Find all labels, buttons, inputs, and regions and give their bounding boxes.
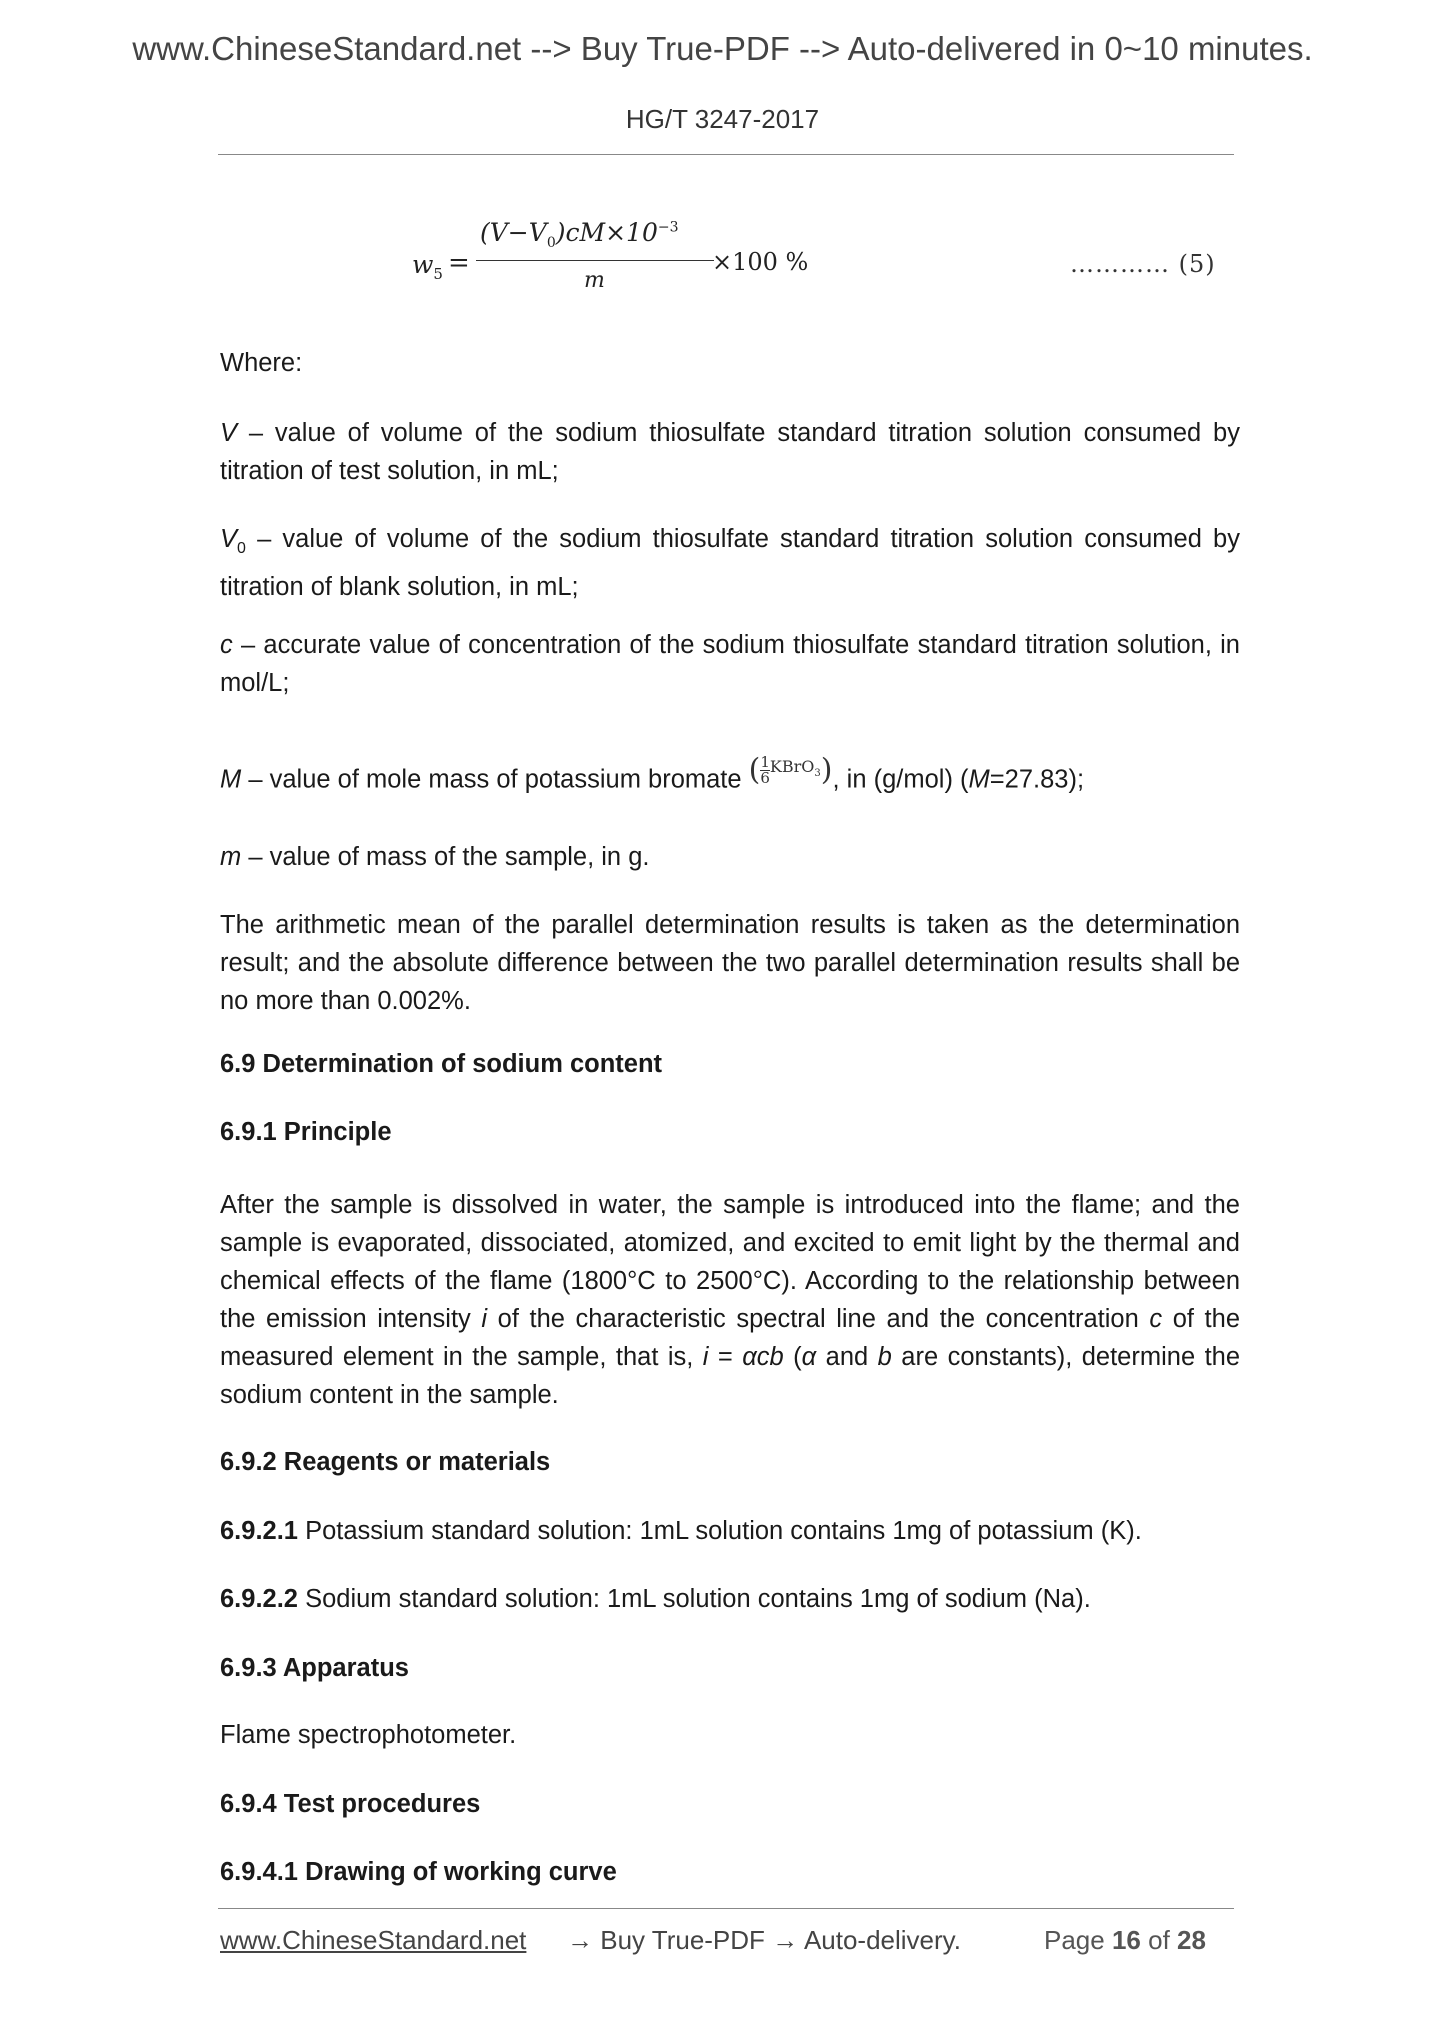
definition-molar-mass: M – value of mole mass of potassium bromate ( $\frac{1}{6}$ KBrO$_3$), in (g/mol) (M=27.83); [220, 758, 1240, 803]
site-banner: www.ChineseStandard.net --> Buy True-PDF --> Auto-delivered in 0~10 minutes. [132, 30, 1313, 67]
definition-m: m – value of mass of the sample, in g. [220, 843, 650, 871]
formula-lhs: $w_5$ [412, 250, 443, 283]
header-rule [218, 154, 1234, 155]
fraction-bar [476, 260, 714, 261]
formula-number: ………… (5) [1070, 250, 1216, 278]
formula-5 [400, 218, 840, 298]
kbro3-fraction: ( $\frac{1}{6}$ KBrO$_3$) [748, 752, 833, 788]
formula-equals: = [448, 248, 470, 278]
heading-6-9-1: 6.9.1 Principle [220, 1118, 392, 1146]
formula-numerator: $(V-V_0)cM\times 10^{-3}$ [480, 218, 679, 251]
formula-denominator: m [584, 268, 605, 293]
heading-6-9-3: 6.9.3 Apparatus [220, 1654, 409, 1682]
apparatus-text: Flame spectrophotometer. [220, 1721, 517, 1749]
arithmetic-mean-paragraph: The arithmetic mean of the parallel determination results is taken as the determination result; and the absolute difference between the two parallel determination results shall be no more than 0.002%. [220, 911, 1240, 1015]
footer-rule [218, 1908, 1234, 1909]
footer-site-link[interactable]: www.ChineseStandard.net [220, 1925, 527, 1955]
document-id: HG/T 3247-2017 [625, 104, 820, 134]
definition-c: c – accurate value of concentration of the sodium thiosulfate standard titration solution, in mol/L; [220, 631, 1240, 697]
definition-v0: $V_0$ – value of volume of the sodium thiosulfate standard titration solution consumed by titration of blank solution, in mL; [220, 525, 1240, 602]
heading-6-9-2: 6.9.2 Reagents or materials [220, 1448, 551, 1476]
heading-6-9-4: 6.9.4 Test procedures [220, 1790, 481, 1818]
where-label: Where: [220, 349, 303, 377]
page-indicator: Page 16 of 28 [1044, 1925, 1206, 1955]
principle-paragraph: After the sample is dissolved in water, the sample is introduced into the flame; and the sample is evaporated, dissociated, atomized, and excited to emit light by the thermal and chemical effects of the flame (1800°C to 2500°C). According to the relationship between the emission intensity i of the characteristic spectral line and the concentration c of the measured element in the sample, that is, i = αcb (α and b are constants), determine the sodium content in the sample. [220, 1191, 1241, 1409]
heading-6-9: 6.9 Determination of sodium content [220, 1050, 663, 1078]
formula-multiplier: ×100 % [712, 248, 809, 276]
footer-tagline: → Buy True-PDF → Auto-delivery. [567, 1925, 961, 1955]
item-6-9-2-2: 6.9.2.2 Sodium standard solution: 1mL solution contains 1mg of sodium (Na). [220, 1585, 1091, 1613]
heading-6-9-4-1: 6.9.4.1 Drawing of working curve [220, 1858, 617, 1886]
definition-v: V – value of volume of the sodium thiosulfate standard titration solution consumed by titration of test solution, in mL; [220, 419, 1240, 485]
item-6-9-2-1: 6.9.2.1 Potassium standard solution: 1mL solution contains 1mg of potassium (K). [220, 1517, 1142, 1545]
